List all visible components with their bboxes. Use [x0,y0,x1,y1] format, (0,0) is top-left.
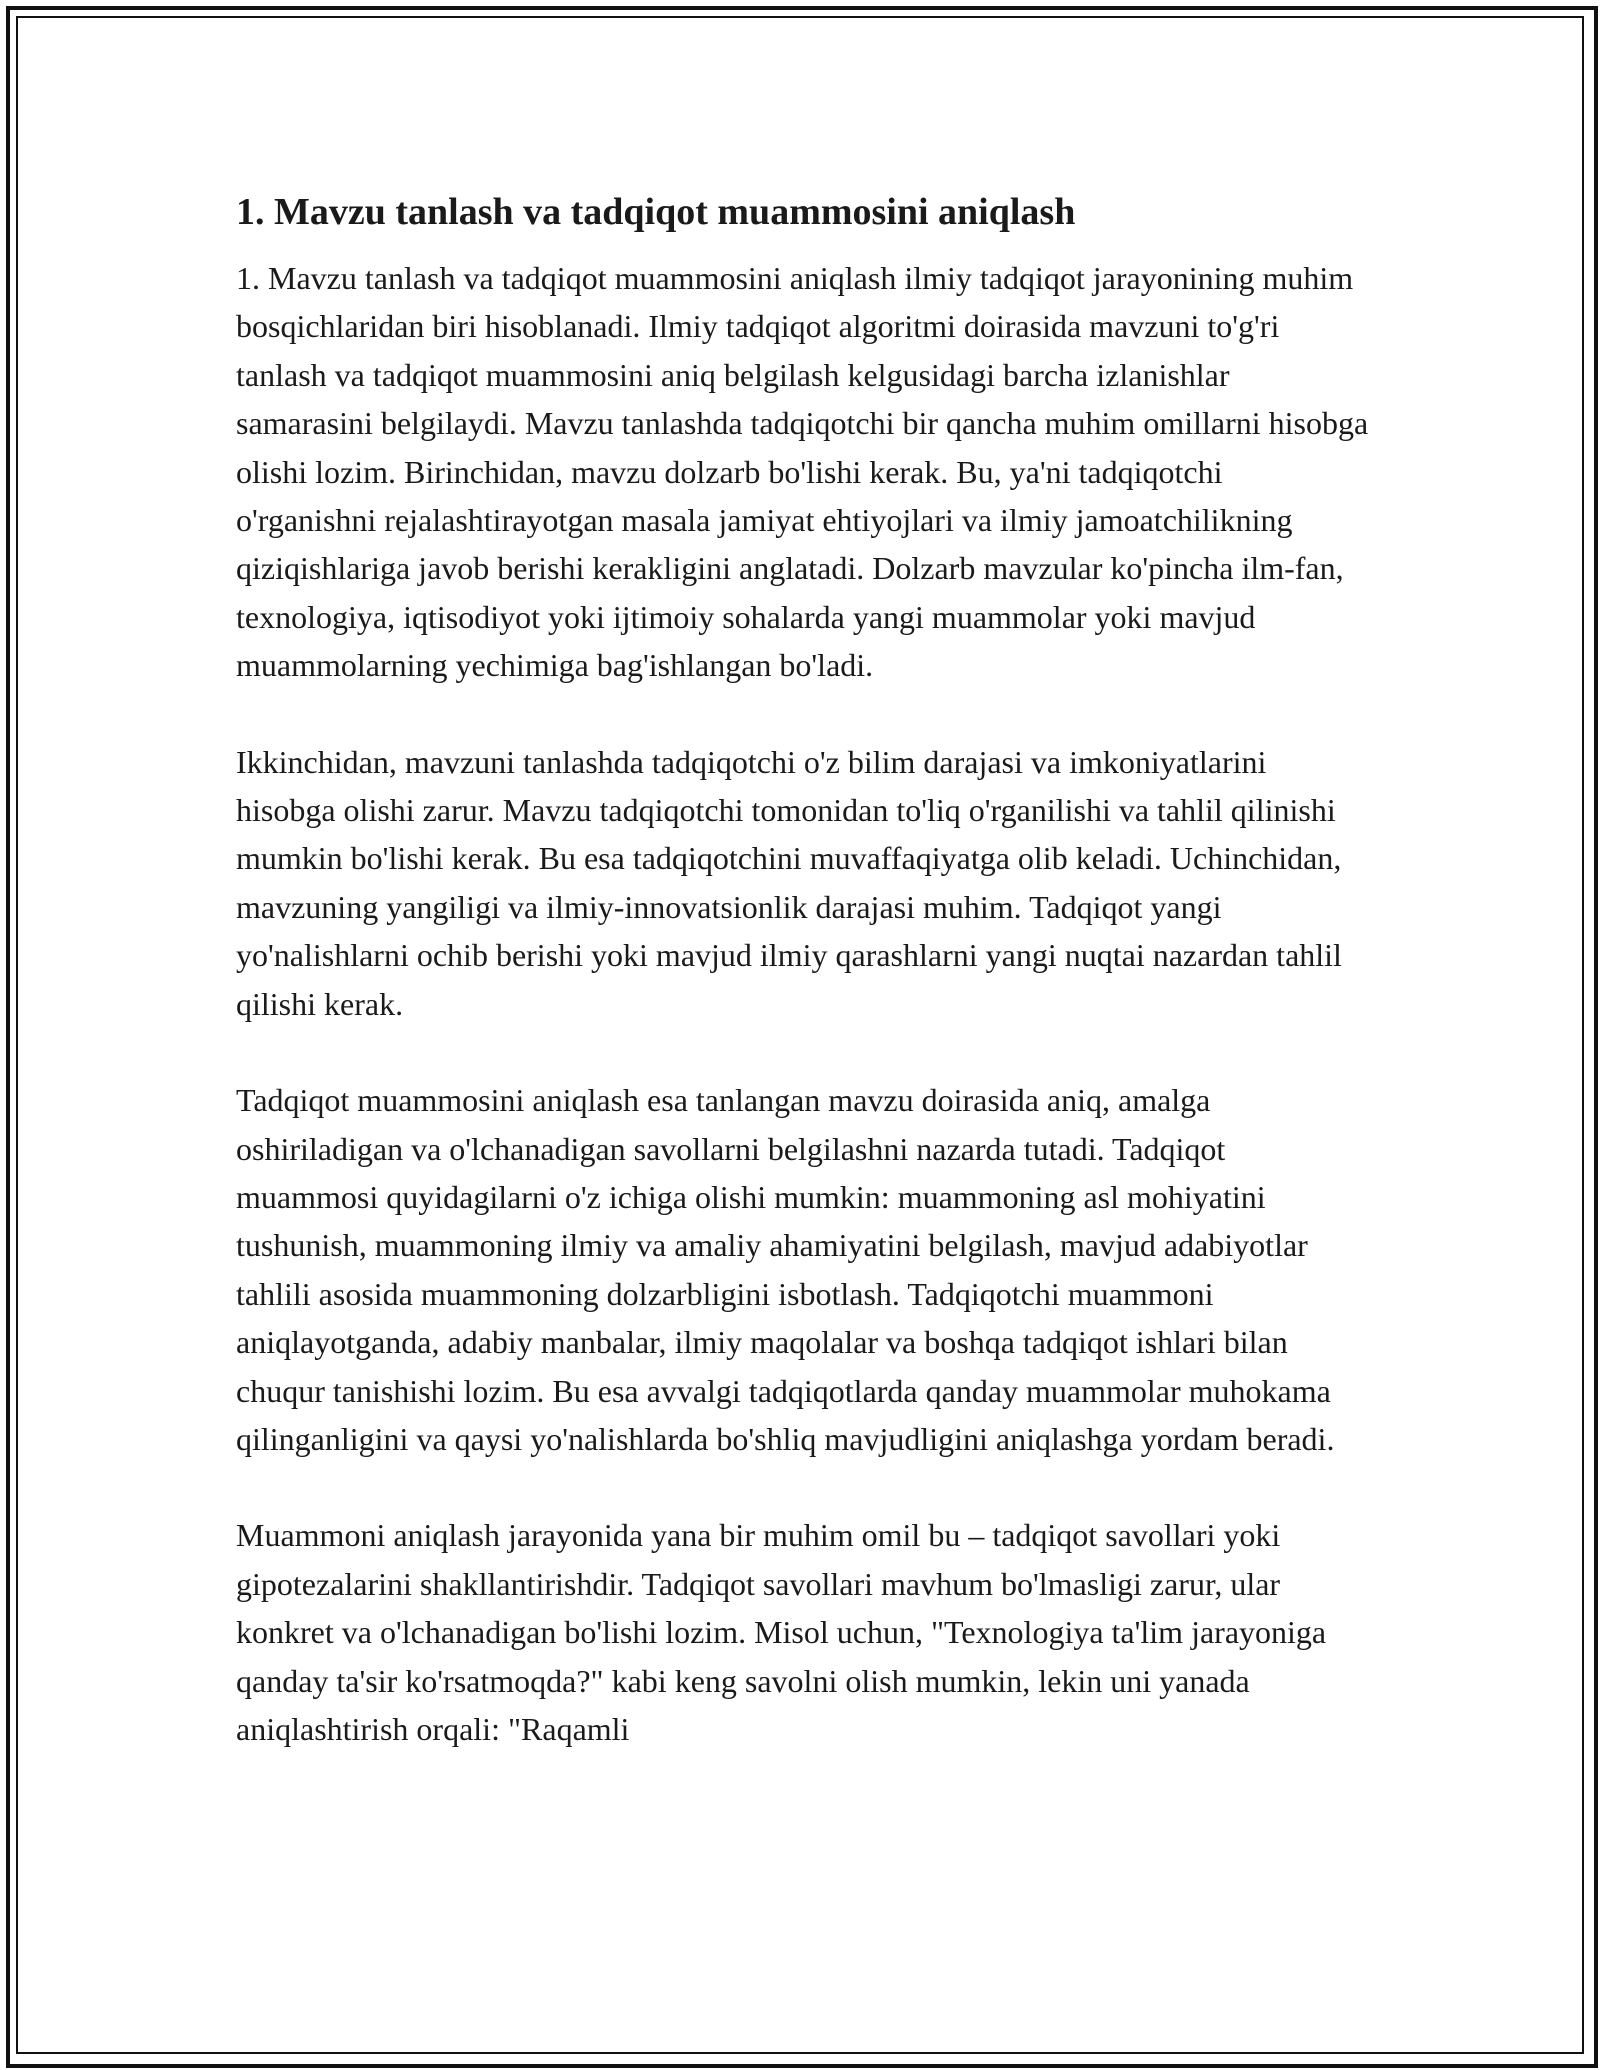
paragraph-2: Ikkinchidan, mavzuni tanlashda tadqiqotchi o'z bilim darajasi va imkoniyatlarini hisobga olishi zarur. Mavzu tadqiqotchi tomonidan to'liq o'rganilishi va tahlil qilinishi mumkin bo'lishi kerak. Bu esa tadqiqotchini muvaffaqiyatga olib keladi. Uchinchidan, mavzuning yangiligi va ilmiy-innovatsionlik darajasi muhim. Tadqiqot yangi yo'nalishlarni ochib berishi yoki mavjud ilmiy qarashlarni yangi nuqtai nazardan tahlil qilishi kerak. [236,743,1342,1022]
paragraph-1: 1. Mavzu tanlash va tadqiqot muammosini aniqlash ilmiy tadqiqot jarayonining muhim bosqichlaridan biri hisoblanadi. Ilmiy tadqiqot algoritmi doirasida mavzuni to'g'ri tanlash va tadqiqot muammosini aniq belgilash kelgusidagi barcha izlanishlar samarasini belgilaydi. Mavzu tanlashda tadqiqotchi bir qancha muhim omillarni hisobga olishi lozim. Birinchidan, mavzu dolzarb bo'lishi kerak. Bu, ya'ni tadqiqotchi o'rganishni rejalashtirayotgan masala jamiyat ehtiyojlari va ilmiy jamoatchilikning qiziqishlariga javob berishi kerakligini anglatadi. Dolzarb mavzular ko'pincha ilm-fan, texnologiya, iqtisodiyot yoki ijtimoiy sohalarda yangi muammolar yoki mavjud muammolarning yechimiga bag'ishlangan bo'ladi. [236,260,1369,684]
paragraph-3: Tadqiqot muammosini aniqlash esa tanlangan mavzu doirasida aniq, amalga oshiriladigan va o'lchanadigan savollarni belgilashni nazarda tutadi. Tadqiqot muammosi quyidagilarni o'z ichiga olishi mumkin: muammoning asl mohiyatini tushunish, muammoning ilmiy va amaliy ahamiyatini belgilash, mavjud adabiyotlar tahlili asosida muammoning dolzarbligini isbotlash. Tadqiqotchi muammoni aniqlayotganda, adabiy manbalar, ilmiy maqolalar va boshqa tadqiqot ishlari bilan chuqur tanishishi lozim. Bu esa avvalgi tadqiqotlarda qanday muammolar muhokama qilinganligini va qaysi yo'nalishlarda bo'shliq mavjudligini aniqlashga yordam beradi. [236,1082,1335,1457]
paragraph-4: Muammoni aniqlash jarayonida yana bir muhim omil bu – tadqiqot savollari yoki gipotezalarini shakllantirishdir. Tadqiqot savollari mavhum bo'lmasligi zarur, ular konkret va o'lchanadigan bo'lishi lozim. Misol uchun, "Texnologiya ta'lim jarayoniga qanday ta'sir ko'rsatmoqda?" kabi keng savolni olish mumkin, lekin uni yanada aniqlashtirish orqali: "Raqamli [236,1517,1327,1747]
document-page [236,186,1370,1801]
section-heading: 1. Mavzu tanlash va tadqiqot muammosini aniqlash [236,191,1076,233]
